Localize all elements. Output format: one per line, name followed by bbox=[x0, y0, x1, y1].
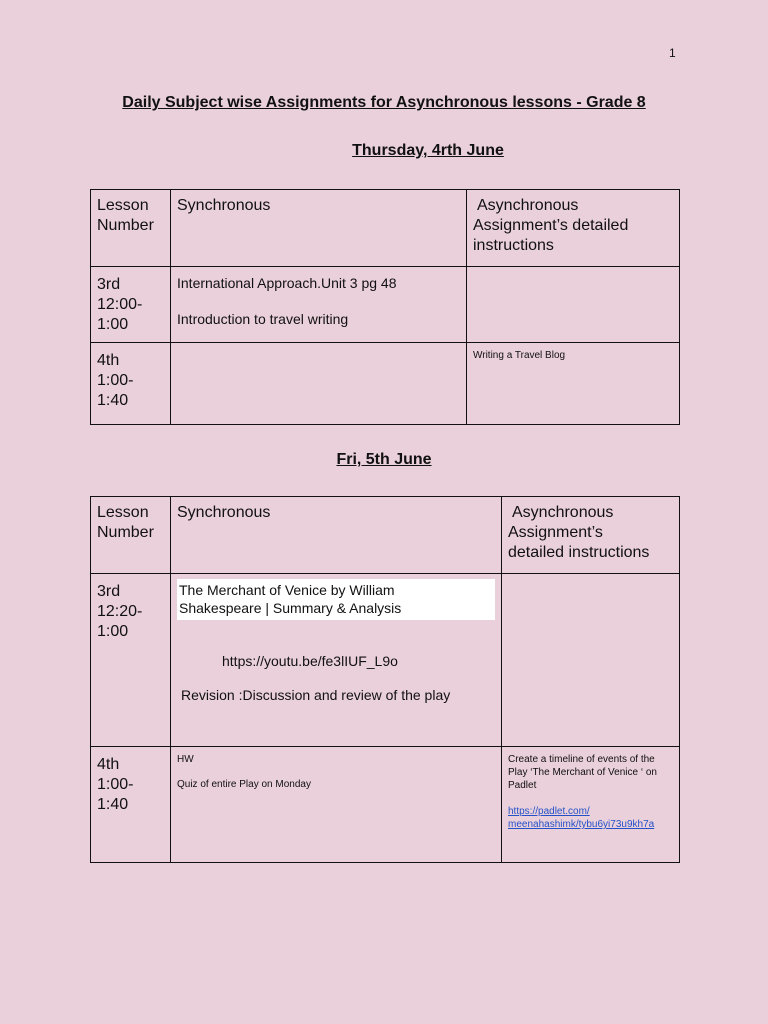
document-title: Daily Subject wise Assignments for Asynchronous lessons - Grade 8 bbox=[122, 94, 646, 111]
day-heading-friday: Fri, 5th June bbox=[336, 451, 432, 468]
lesson-ordinal: 4th bbox=[97, 352, 120, 369]
page-number: 1 bbox=[669, 46, 676, 60]
sync-line: Introduction to travel writing bbox=[177, 311, 349, 327]
sync-line: International Approach.Unit 3 pg 48 bbox=[177, 275, 397, 291]
header-async-line2: Assignment’s bbox=[508, 524, 603, 541]
async-text-line: Play ‘The Merchant of Venice ‘ on bbox=[508, 767, 657, 778]
schedule-table-friday bbox=[90, 496, 680, 863]
sync-cell bbox=[171, 574, 502, 747]
header-synchronous bbox=[171, 497, 502, 574]
header-async-line2: Assignment’s detailed bbox=[473, 217, 629, 234]
async-cell bbox=[502, 574, 680, 747]
video-title-highlight bbox=[177, 579, 495, 620]
lesson-end: 1:00 bbox=[97, 623, 129, 640]
video-title-line: Shakespeare | Summary & Analysis bbox=[179, 600, 402, 616]
quiz-text: Quiz of entire Play on Monday bbox=[177, 779, 311, 790]
table-row bbox=[91, 267, 680, 343]
lesson-end: 1:40 bbox=[97, 796, 129, 813]
header-async-line3: detailed instructions bbox=[508, 544, 650, 561]
header-synchronous-text: Synchronous bbox=[177, 504, 271, 521]
sync-cell bbox=[171, 343, 467, 425]
padlet-link-line[interactable]: meenahashimk/tybu6yi73u9kh7a bbox=[508, 819, 655, 830]
lesson-cell bbox=[91, 267, 171, 343]
lesson-end: 1:00 bbox=[97, 316, 129, 333]
day-heading-thursday bbox=[0, 142, 768, 160]
lesson-cell bbox=[91, 343, 171, 425]
lesson-end: 1:40 bbox=[97, 392, 129, 409]
lesson-start: 12:00- bbox=[97, 296, 143, 313]
async-cell bbox=[467, 343, 680, 425]
video-title-line: The Merchant of Venice by William bbox=[179, 582, 395, 598]
lesson-start: 1:00- bbox=[97, 372, 134, 389]
table-row bbox=[91, 747, 680, 863]
async-text-line: Create a timeline of events of the bbox=[508, 754, 655, 765]
lesson-ordinal: 3rd bbox=[97, 276, 121, 293]
async-text: Writing a Travel Blog bbox=[473, 350, 566, 361]
async-cell bbox=[502, 747, 680, 863]
sync-cell bbox=[171, 267, 467, 343]
header-synchronous-text: Synchronous bbox=[177, 197, 271, 214]
lesson-ordinal: 4th bbox=[97, 756, 120, 773]
lesson-ordinal: 3rd bbox=[97, 583, 121, 600]
table-row bbox=[91, 343, 680, 425]
header-async-line1: Asynchronous bbox=[512, 504, 614, 521]
hw-label: HW bbox=[177, 754, 194, 765]
lesson-cell bbox=[91, 747, 171, 863]
youtube-link[interactable]: https://youtu.be/fe3lIUF_L9o bbox=[222, 653, 398, 669]
lesson-cell bbox=[91, 574, 171, 747]
table-row bbox=[91, 574, 680, 747]
header-asynchronous bbox=[502, 497, 680, 574]
padlet-link[interactable] bbox=[508, 805, 673, 831]
header-asynchronous bbox=[467, 190, 680, 267]
revision-text: Revision :Discussion and review of the play bbox=[181, 687, 451, 703]
header-lesson-line1: Lesson bbox=[97, 504, 149, 521]
header-async-line3: instructions bbox=[473, 237, 554, 254]
sync-cell bbox=[171, 747, 502, 863]
table-header-row bbox=[91, 190, 680, 267]
header-async-line1: Asynchronous bbox=[477, 197, 579, 214]
header-lesson-line1: Lesson bbox=[97, 197, 149, 214]
day-heading-thursday-text: Thursday, 4rth June bbox=[352, 142, 504, 159]
header-lesson-line2: Number bbox=[97, 524, 154, 541]
header-synchronous bbox=[171, 190, 467, 267]
header-lesson-number bbox=[91, 497, 171, 574]
lesson-start: 1:00- bbox=[97, 776, 134, 793]
header-lesson-number bbox=[91, 190, 171, 267]
header-lesson-line2: Number bbox=[97, 217, 154, 234]
schedule-table-thursday bbox=[90, 189, 680, 425]
padlet-link-line[interactable]: https://padlet.com/ bbox=[508, 806, 590, 817]
async-text-line: Padlet bbox=[508, 780, 537, 791]
async-cell bbox=[467, 267, 680, 343]
table-header-row bbox=[91, 497, 680, 574]
lesson-start: 12:20- bbox=[97, 603, 143, 620]
